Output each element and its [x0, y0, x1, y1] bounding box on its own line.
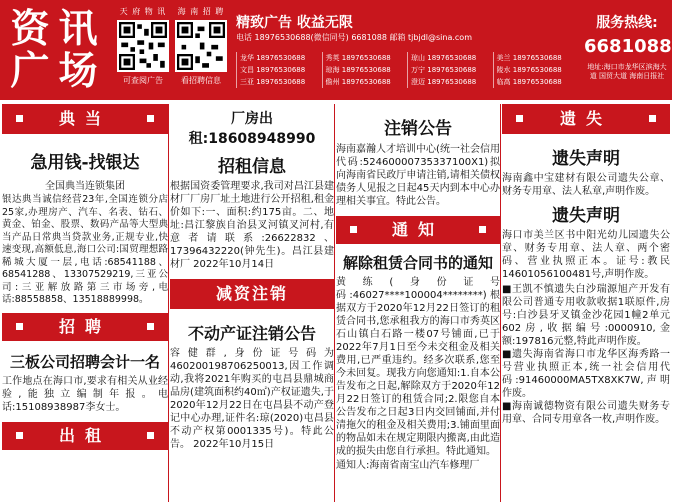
- section-title: 减资注销: [215, 284, 288, 303]
- square-bullet-icon: [649, 115, 656, 122]
- contact-cell: 美兰 18976530688: [493, 52, 578, 64]
- ad-contact-line: 电话 18976530688(微信同号) 6681088 邮箱 tjbjdl@sina.com: [236, 33, 472, 42]
- square-bullet-icon: [350, 226, 357, 233]
- square-bullet-icon: [16, 115, 23, 122]
- factory-rent-header: 厂房出租:18608948990: [188, 111, 316, 147]
- cert-cancel-body: 容健群,身份证号码为460200198706250013,因工作调动,我将2021年购买的屯昌县鼎城商品房(建筑面积约40㎡)产权证遗失,于2020年12月22日在屯昌县不动产登记中心办理,证件名:琼(2020)屯昌县不动产权第0001335号)。特此公告。 2022年10月15日: [170, 348, 334, 450]
- section-title: 遗失: [559, 109, 612, 128]
- square-bullet-icon: [16, 432, 23, 439]
- pawn-ad-subtitle: 全国典当连锁集团: [45, 181, 125, 192]
- qr-title: 天 府 物 讯: [119, 7, 167, 16]
- brand-logo: [6, 8, 110, 92]
- section-title: 出租: [58, 425, 111, 445]
- qr-code-icon: [175, 20, 227, 72]
- contact-cell: 万宁 18976530688: [408, 64, 494, 76]
- lost-statement-title: 遗失声明: [552, 149, 620, 169]
- lease-notice-body: 黄练(身份证号码:46027****100004********)根据双方于2020年12月22日签订的租赁合同书,您承租我方的海口市秀英区石山镇白石路一楼07号铺面,已于2022年7月1日至今未交租金及相关费用,已严重违约。经多次联系,您至今未回复。现我方向您通知:1.自本公告发布之日起,解除双方于2020年12月22日签订的租赁合同;2.限您自本公告发布之日起3日内交回铺面,并付清拖欠的租金及相关费用;3.铺面里面的物品如未在规定期限内搬离,由此造成的损失由您自行承担。特此通知。: [336, 277, 500, 457]
- contact-cell: 澄迈 18976530688: [408, 76, 494, 88]
- column-divider: [334, 104, 335, 502]
- hire-ad-body: 工作地点在海口市,要求有相关从业经验,能独立编制年报。电话:15108938987李女士。: [2, 375, 168, 413]
- lost-statement-body: 海南鑫中宝建材有限公司遗失公章、财务专用章、法人私章,声明作废。: [502, 173, 670, 197]
- contact-grid: [236, 52, 578, 88]
- section-title: 典当: [58, 109, 111, 128]
- qr-pattern: [177, 22, 225, 70]
- qr-caption: 可查阅广告: [123, 76, 163, 85]
- hotline-number[interactable]: 66810888: [584, 36, 684, 57]
- hotline-address: 地址:海口市龙华区滨海大道 国贸大道 海南日报社: [587, 63, 667, 80]
- contact-cell: 三亚 18976530688: [237, 76, 323, 88]
- brand-char: 讯: [58, 6, 98, 52]
- contact-cell: 秀英 18976530688: [322, 52, 408, 64]
- contact-row: [237, 52, 579, 64]
- contact-cell: 琼海 18976530688: [322, 64, 408, 76]
- section-title: 通知: [391, 220, 444, 239]
- hire-ad-title: 三板公司招聘会计一名: [9, 352, 160, 371]
- section-header-cancel: [170, 279, 334, 309]
- masthead: [0, 0, 684, 100]
- cert-cancel-title: 不动产证注销公告: [187, 324, 316, 343]
- square-bullet-icon: [147, 432, 154, 439]
- qr-code-icon: [117, 20, 169, 72]
- cancel-notice-body: 海南嘉瀚人才培训中心(统一社会信用代码:52460000735337100X1)拟向海南省民政厅申请注销,请相关债权债务人见报之日起45天内到本中心办理相关事宜。特此公告。: [336, 144, 500, 207]
- contact-cell: 琼山 18976530688: [408, 52, 494, 64]
- square-bullet-icon: [147, 323, 154, 330]
- lease-notice-signature: 通知人:海南省南宝山汽车修理厂: [336, 460, 480, 471]
- brand-char: 广: [10, 48, 50, 94]
- hotline-label: 服务热线:: [596, 15, 658, 31]
- contact-cell: 儋州 18976530688: [322, 76, 408, 88]
- column-divider: [500, 104, 501, 502]
- lease-notice-title: 解除租赁合同书的通知: [342, 254, 493, 272]
- contact-cell: 临高 18976530688: [493, 76, 578, 88]
- lost-statement-body: 海口市美兰区书中阳光幼儿园遗失公章、财务专用章、法人章、两个密码、营业执照正本。证号:教民14601056100481号,声明作废。: [502, 230, 670, 280]
- service-hotline: [584, 12, 684, 81]
- contact-row: [237, 64, 579, 76]
- qr-code-right[interactable]: [170, 6, 232, 94]
- lost-statement-title: 遗失声明: [552, 206, 620, 226]
- qr-pattern: [119, 22, 167, 70]
- qr-title: 海 南 招 聘: [177, 7, 225, 16]
- rent-info-body: 根据国资委管理要求,我司对昌江县建材厂厂房厂址土地进行公开招租,租金价如下:一、面积:约175亩。二、地址:昌江黎族自治县叉河镇叉河村,有意者请联系:26622832、17396432220(钟先生)。昌江县建材厂 2022年10月14日: [170, 181, 334, 270]
- section-header-lost: [502, 104, 670, 134]
- contact-cell: 陵水 18976530688: [493, 64, 578, 76]
- section-header-rent: [2, 422, 168, 450]
- contact-cell: 文昌 18976530688: [237, 64, 323, 76]
- pawn-ad-title: 急用钱-找银达: [30, 153, 140, 173]
- column-notices: [336, 104, 500, 472]
- rent-info-title: 招租信息: [218, 157, 286, 177]
- cancel-notice-title: 注销公告: [384, 119, 452, 139]
- section-header-notice: [336, 216, 500, 244]
- contact-cell: 龙华 18976530688: [237, 52, 323, 64]
- ad-slogan: 精致广告 收益无限: [236, 15, 353, 31]
- qr-code-left[interactable]: [112, 6, 174, 94]
- column-rent-cancel: [170, 104, 334, 451]
- lost-item: ■海南诚德物资有限公司遗失财务专用章、合同专用章各一枚,声明作废。: [502, 401, 670, 425]
- column-divider: [168, 104, 169, 502]
- square-bullet-icon: [16, 323, 23, 330]
- contact-row: [237, 76, 579, 88]
- square-bullet-icon: [479, 226, 486, 233]
- pawn-ad-body: 银达典当诚信经营23年,全国连锁分店25家,办理房产、汽车、名表、钻石、黄金、铂金、股票、数码产品等大型典当产品日常典当贷款业务,正规专业,快速变现,高额低息,海口公司:国贸理想路稀城大厦一层,电话:68541188、68541288、13307529219,三亚公司:三亚解放路第三市场旁,电话:88558858、13518889998。: [2, 194, 168, 305]
- qr-caption: 看招聘信息: [181, 76, 221, 85]
- brand-char: 资: [10, 6, 50, 52]
- column-lost: [502, 104, 670, 426]
- lost-item: ■王凯不慎遗失白沙瑞源旭产开发有限公司普通专用收款收据1联原件,房号:白沙县牙叉镇金沙花园1幢2单元602房,收据编号:0000910,金额:197816元整,特此声明作废。: [502, 284, 670, 347]
- section-header-hire: [2, 313, 168, 341]
- square-bullet-icon: [516, 115, 523, 122]
- brand-char: 场: [58, 48, 98, 94]
- lost-item: ■遗失海南省海口市龙华区海秀路一号营业执照正本,统一社会信用代码:91460000MA5TX8XK7W,声明作废。: [502, 349, 670, 399]
- column-pawn-hire: [2, 104, 168, 450]
- section-header-pawn: [2, 104, 168, 134]
- square-bullet-icon: [147, 115, 154, 122]
- section-title: 招聘: [58, 316, 111, 336]
